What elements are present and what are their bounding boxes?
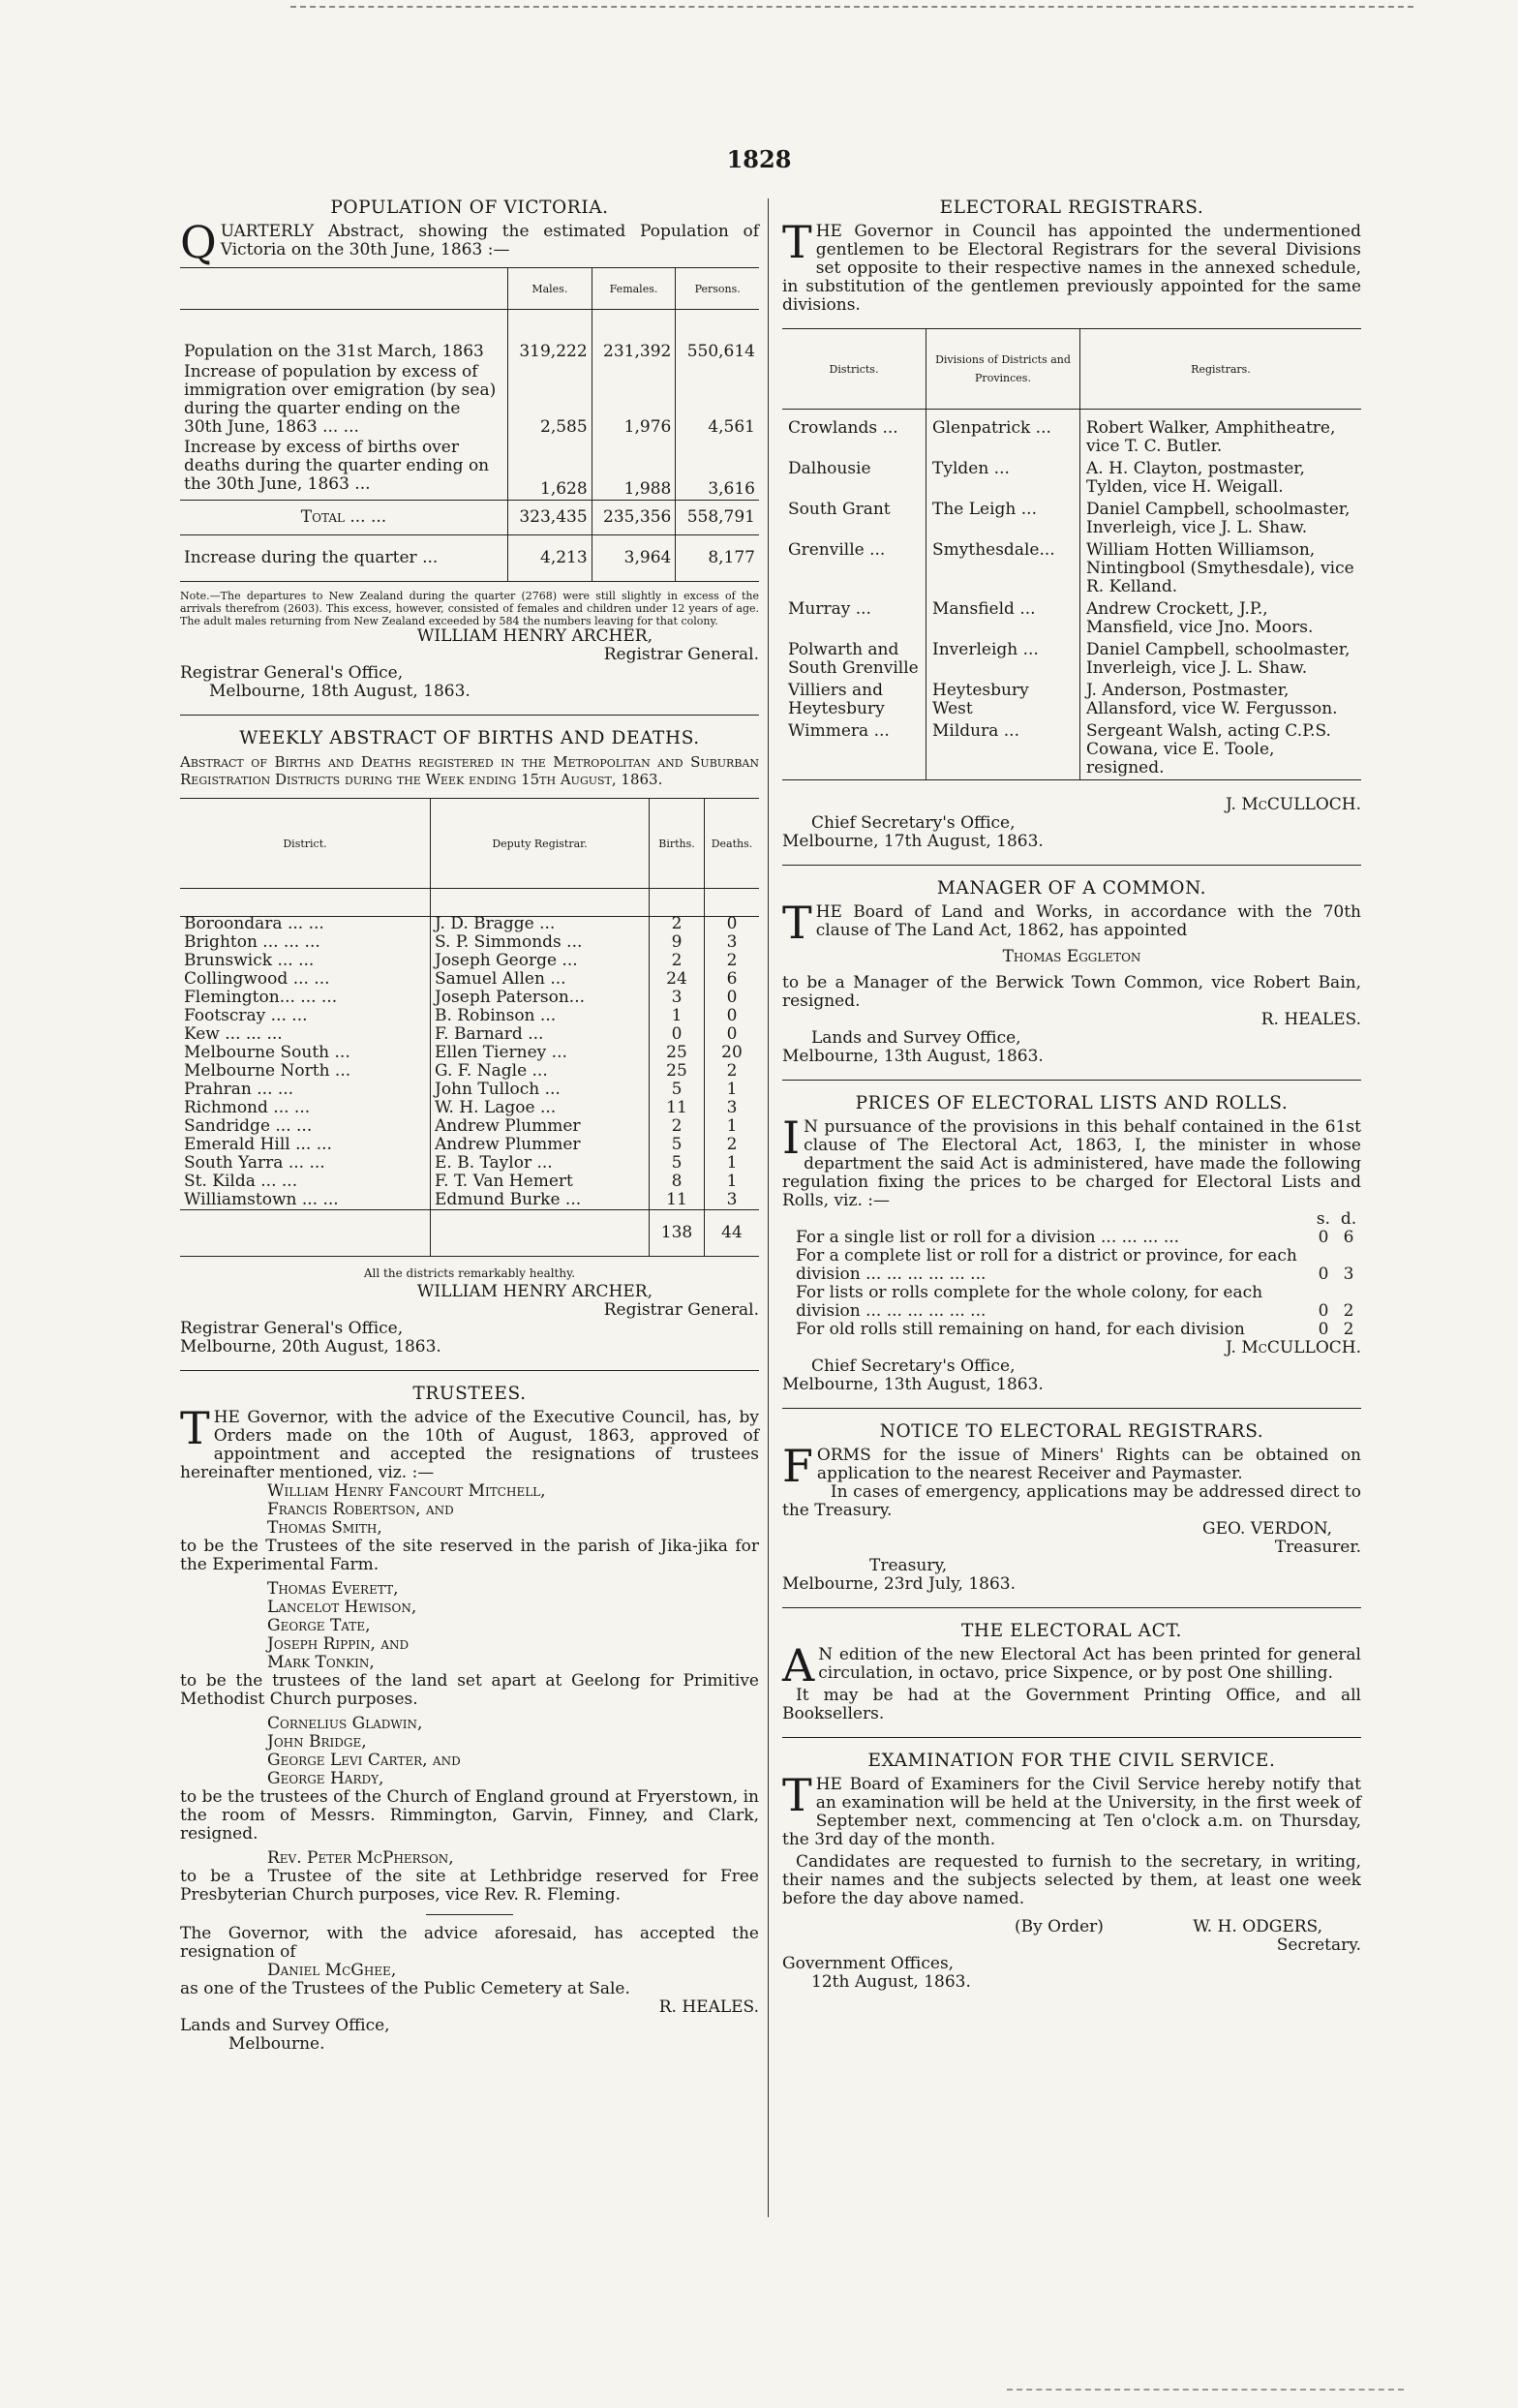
manager-name: Thomas Eggleton: [1002, 947, 1141, 966]
act-title: THE ELECTORAL ACT.: [960, 1621, 1183, 1641]
increase-label: Increase during the quarter ...: [184, 548, 439, 567]
weekly-office: Registrar General's Office,: [180, 1319, 404, 1338]
births-cell: 24: [650, 970, 705, 989]
population-note: Note.—The departures to New Zealand during the quarter (2768) were still slightly in excess of the arrivals therefrom (2603). This excess, however, consisted of females and children under 12 years of age. The adult males returning from New Zealand exceeded by 584 the numbers leaving for that colony.: [180, 590, 759, 627]
registrar-row: [782, 720, 1361, 780]
exam-sig-title: Secretary.: [1276, 1936, 1361, 1955]
births-cell: 2: [650, 952, 705, 970]
page-number: 1828: [726, 145, 792, 173]
registrar-row: [782, 598, 1361, 639]
births-cell: 25: [650, 1062, 705, 1081]
population-header-row: [180, 268, 759, 310]
district-cell: Crowlands ...: [788, 418, 898, 438]
deputy-cell: Andrew Plummer: [431, 1136, 650, 1154]
deaths-cell: 6: [705, 970, 760, 989]
trustees-title: TRUSTEES.: [412, 1384, 527, 1404]
division-cell: Heytesbury West: [926, 680, 1080, 720]
births-cell: 3: [650, 989, 705, 1007]
deaths-cell: 0: [705, 915, 760, 933]
price-row: [782, 1321, 1361, 1339]
section-rule: [180, 1370, 759, 1371]
weekly-row: [180, 952, 759, 970]
weekly-subtitle: Abstract of Births and Deaths registered in the Metropolitan and Suburban Registration Districts during the Week ending 15th August, 1863.: [180, 753, 759, 788]
row-persons: 3,616: [676, 438, 759, 501]
row-males: 1,628: [508, 438, 592, 501]
district-cell: Footscray ... ...: [184, 1006, 308, 1025]
weekly-row: [180, 933, 759, 952]
registrars-date: Melbourne, 17th August, 1863.: [782, 832, 1044, 851]
act-intro: N edition of the new Electoral Act has been printed for general circulation, in octavo, price Sixpence, or by post One shilling.: [818, 1645, 1361, 1683]
exam-by-order: (By Order): [1015, 1917, 1104, 1936]
population-sig-title: Registrar General.: [603, 645, 759, 664]
population-header-blank: [180, 268, 508, 310]
weekly-row: [180, 970, 759, 989]
deaths-cell: 3: [705, 1099, 760, 1117]
prices-date: Melbourne, 13th August, 1863.: [782, 1375, 1044, 1394]
district-cell: Villiers and Heytesbury: [788, 681, 885, 718]
total-births: 138: [650, 1210, 705, 1257]
notice-dropcap: F: [782, 1440, 813, 1492]
registrar-row: [782, 680, 1361, 720]
births-cell: 9: [650, 933, 705, 952]
weekly-remark: All the districts remarkably healthy.: [363, 1266, 576, 1280]
registrar-cell: Daniel Campbell, schoolmaster, Inverleigh, vice J. L. Shaw.: [1080, 499, 1362, 539]
left-column: [180, 198, 759, 2054]
weekly-title: WEEKLY ABSTRACT OF BIRTHS AND DEATHS.: [239, 728, 700, 748]
price-text: For a complete list or roll for a district or province, for each division ... ... ... ... ... ...: [796, 1246, 1297, 1284]
increase-females: 3,964: [592, 535, 676, 582]
registrar-row: [782, 458, 1361, 499]
notice-sig-title: Treasurer.: [1274, 1538, 1361, 1557]
trustee-name: Francis Robertson, and: [267, 1500, 454, 1519]
deaths-cell: 0: [705, 1025, 760, 1044]
price-text: For a single list or roll for a division ... ... ... ...: [796, 1228, 1180, 1247]
trustees-section: [180, 1385, 759, 2054]
district-cell: Emerald Hill ... ...: [184, 1135, 332, 1154]
price-row: [782, 1247, 1361, 1284]
division-cell: Mansfield ...: [926, 598, 1080, 639]
row-persons: 550,614: [676, 310, 759, 363]
manager-signature: R. HEALES.: [1260, 1010, 1361, 1029]
registrars-office: Chief Secretary's Office,: [811, 813, 1016, 833]
section-rule: [782, 1737, 1361, 1738]
section-rule: [782, 1080, 1361, 1081]
deputy-cell: Joseph Paterson...: [431, 989, 650, 1007]
manager-date: Melbourne, 13th August, 1863.: [782, 1047, 1044, 1066]
population-increase-row: [180, 535, 759, 582]
registrar-cell: A. H. Clayton, postmaster, Tylden, vice H. Weigall.: [1080, 458, 1362, 499]
price-text: For old rolls still remaining on hand, for each division: [796, 1320, 1245, 1339]
registrars-section: [782, 198, 1361, 851]
trustees-group-4: [180, 1849, 759, 1868]
row-persons: 4,561: [676, 362, 759, 438]
weekly-row: [180, 989, 759, 1007]
registrar-cell: Sergeant Walsh, acting C.P.S. Cowana, vice E. Toole, resigned.: [1080, 720, 1362, 780]
price-shillings: 0: [1318, 1228, 1329, 1247]
deaths-cell: 2: [705, 952, 760, 970]
registrar-cell: Andrew Crockett, J.P., Mansfield, vice Jno. Moors.: [1080, 598, 1362, 639]
header-females: Females.: [592, 268, 676, 310]
exam-intro: HE Board of Examiners for the Civil Service hereby notify that an examination will be held at the University, in the first week of September next, commencing at Ten o'clock a.m. on Thursday, the 3rd day of the month.: [782, 1775, 1361, 1849]
district-cell: South Yarra ... ...: [184, 1153, 325, 1173]
weekly-row: [180, 1025, 759, 1044]
weekly-signature: WILLIAM HENRY ARCHER,: [416, 1282, 653, 1301]
trustee-name: Lancelot Hewison,: [267, 1598, 417, 1617]
prices-intro: N pursuance of the provisions in this behalf contained in the 61st clause of The Electoral Act, 1863, I, the minister in whose department the said Act is administered, have made the following regulation fixing the prices to be charged for Electoral Lists and Rolls, viz. :—: [782, 1117, 1361, 1210]
total-males: 323,435: [508, 501, 592, 535]
weekly-row: [180, 1154, 759, 1173]
price-pence: 2: [1343, 1320, 1354, 1339]
exam-date: 12th August, 1863.: [811, 1972, 971, 1992]
price-shillings: 0: [1318, 1301, 1329, 1321]
notice-date: Melbourne, 23rd July, 1863.: [782, 1574, 1016, 1594]
col-shillings: s.: [1316, 1209, 1331, 1229]
notice-signature: GEO. VERDON,: [1202, 1519, 1332, 1539]
header-registrars: Registrars.: [1080, 329, 1362, 410]
column-divider: [768, 198, 769, 2217]
district-cell: Collingwood ... ...: [184, 969, 330, 989]
population-row: [180, 310, 759, 363]
deaths-cell: 20: [705, 1044, 760, 1062]
births-cell: 11: [650, 1191, 705, 1210]
act-section: [782, 1622, 1361, 1723]
trustees-resign-name: Daniel McGhee,: [267, 1961, 397, 1980]
registrars-intro: HE Governor in Council has appointed the undermentioned gentlemen to be Electoral Registrars for the several Divisions set opposite to their respective names in the annexed schedule, in substitution of the gentlemen previously appointed for the same divisions.: [782, 222, 1361, 315]
trustees-dropcap: T: [180, 1402, 210, 1454]
exam-title: EXAMINATION FOR THE CIVIL SERVICE.: [867, 1751, 1276, 1771]
district-cell: Wimmera ...: [788, 721, 890, 741]
deaths-cell: 3: [705, 1191, 760, 1210]
division-cell: Smythesdale...: [926, 539, 1080, 598]
weekly-row: [180, 1044, 759, 1062]
increase-males: 4,213: [508, 535, 592, 582]
trustee-name: Thomas Smith,: [267, 1518, 382, 1538]
deaths-cell: 2: [705, 1062, 760, 1081]
population-date: Melbourne, 18th August, 1863.: [209, 682, 471, 701]
deaths-cell: 1: [705, 1173, 760, 1191]
row-females: 1,976: [592, 362, 676, 438]
weekly-sig-title: Registrar General.: [603, 1300, 759, 1320]
manager-section: [782, 879, 1361, 1066]
notice-text: In cases of emergency, applications may be addressed direct to the Treasury.: [782, 1482, 1361, 1520]
bottom-edge-rule: [1007, 2389, 1404, 2391]
district-cell: Flemington... ... ...: [184, 988, 338, 1007]
notice-section: [782, 1422, 1361, 1594]
deputy-cell: S. P. Simmonds ...: [431, 933, 650, 952]
trustee-name: Joseph Rippin, and: [267, 1634, 410, 1654]
trustees-place: Melbourne.: [228, 2034, 325, 2054]
manager-office: Lands and Survey Office,: [811, 1028, 1021, 1048]
trustee-name: Cornelius Gladwin,: [267, 1714, 423, 1733]
deaths-cell: 0: [705, 1007, 760, 1025]
deputy-cell: G. F. Nagle ...: [431, 1062, 650, 1081]
manager-title: MANAGER OF A COMMON.: [936, 878, 1207, 899]
district-cell: Boroondara ... ...: [184, 914, 324, 933]
deputy-cell: Ellen Tierney ...: [431, 1044, 650, 1062]
population-table: [180, 267, 759, 582]
births-cell: 5: [650, 1081, 705, 1099]
total-deaths: 44: [705, 1210, 760, 1257]
deputy-cell: W. H. Lagoe ...: [431, 1099, 650, 1117]
deaths-cell: 1: [705, 1117, 760, 1136]
trustees-group-2: [180, 1580, 759, 1672]
deaths-cell: 1: [705, 1154, 760, 1173]
exam-signature-row: [782, 1918, 1361, 1936]
price-shillings: 0: [1318, 1320, 1329, 1339]
deputy-cell: J. D. Bragge ...: [431, 915, 650, 933]
weekly-section: [180, 729, 759, 1356]
exam-section: [782, 1752, 1361, 1992]
trustee-name: Thomas Everett,: [267, 1579, 399, 1599]
price-shillings: 0: [1318, 1265, 1329, 1284]
registrars-header-row: [782, 329, 1361, 410]
notice-office: Treasury,: [869, 1556, 948, 1575]
registrar-cell: Daniel Campbell, schoolmaster, Inverleigh, vice J. L. Shaw.: [1080, 639, 1362, 680]
header-males: Males.: [508, 268, 592, 310]
registrar-cell: Robert Walker, Amphitheatre, vice T. C. Butler.: [1080, 410, 1362, 459]
deputy-cell: Samuel Allen ...: [431, 970, 650, 989]
deputy-cell: E. B. Taylor ...: [431, 1154, 650, 1173]
total-blank: [180, 1210, 431, 1257]
deaths-cell: 0: [705, 989, 760, 1007]
weekly-header-row: [180, 799, 759, 889]
weekly-row: [180, 1136, 759, 1154]
deaths-cell: 2: [705, 1136, 760, 1154]
registrar-cell: William Hotten Williamson, Nintingbool (Smythesdale), vice R. Kelland.: [1080, 539, 1362, 598]
row-label: Increase of population by excess of immigration over emigration (by sea) during the quarter ending on the 30th June, 1863 ... ...: [184, 362, 497, 437]
increase-persons: 8,177: [676, 535, 759, 582]
trustees-group-2-text: to be the trustees of the land set apart at Geelong for Primitive Methodist Church purposes.: [180, 1671, 759, 1709]
manager-text: to be a Manager of the Berwick Town Common, vice Robert Bain, resigned.: [782, 973, 1361, 1011]
population-row: [180, 438, 759, 501]
act-text: It may be had at the Government Printing Office, and all Booksellers.: [782, 1686, 1361, 1723]
prices-table: [782, 1210, 1361, 1339]
notice-intro: ORMS for the issue of Miners' Rights can be obtained on application to the nearest Receiver and Paymaster.: [816, 1446, 1361, 1483]
births-cell: 11: [650, 1099, 705, 1117]
deaths-cell: 1: [705, 1081, 760, 1099]
total-persons: 558,791: [676, 501, 759, 535]
registrars-signature: J. McCULLOCH.: [1226, 795, 1361, 814]
deputy-cell: Andrew Plummer: [431, 1117, 650, 1136]
header-deputy: Deputy Registrar.: [431, 799, 650, 889]
deputy-cell: B. Robinson ...: [431, 1007, 650, 1025]
trustees-group-4-text: to be a Trustee of the site at Lethbridge reserved for Free Presbyterian Church purposes, vice Rev. R. Fleming.: [180, 1867, 759, 1905]
price-row: [782, 1229, 1361, 1247]
trustees-resign-after: as one of the Trustees of the Public Cemetery at Sale.: [180, 1979, 630, 1998]
price-row: [782, 1284, 1361, 1321]
division-cell: Inverleigh ...: [926, 639, 1080, 680]
exam-text: Candidates are requested to furnish to the secretary, in writing, their names and the subjects selected by them, at least one week before the day above named.: [782, 1852, 1361, 1908]
deputy-cell: Edmund Burke ...: [431, 1191, 650, 1210]
weekly-row: [180, 1191, 759, 1210]
births-cell: 5: [650, 1154, 705, 1173]
exam-dropcap: T: [782, 1769, 812, 1821]
registrar-row: [782, 539, 1361, 598]
trustees-signature: R. HEALES.: [658, 1997, 759, 2017]
header-births: Births.: [650, 799, 705, 889]
manager-intro: HE Board of Land and Works, in accordance with the 70th clause of The Land Act, 1862, has appointed: [815, 902, 1361, 940]
population-section: [180, 198, 759, 701]
price-text: For lists or rolls complete for the whole colony, for each division ... ... ... ... ... ...: [796, 1283, 1263, 1321]
exam-office: Government Offices,: [782, 1954, 955, 1973]
births-cell: 0: [650, 1025, 705, 1044]
division-cell: The Leigh ...: [926, 499, 1080, 539]
registrars-table: [782, 328, 1361, 780]
trustees-group-3-text: to be the trustees of the Church of England ground at Fryerstown, in the room of Messrs. Rimmington, Garvin, Finney, and Clark, resigned.: [180, 1787, 759, 1844]
prices-section: [782, 1094, 1361, 1394]
weekly-total-row: [180, 1210, 759, 1257]
prices-signature: J. McCULLOCH.: [1226, 1338, 1361, 1357]
weekly-row: [180, 1117, 759, 1136]
trustee-name: George Levi Carter, and: [267, 1751, 461, 1770]
district-cell: Melbourne South ...: [184, 1043, 350, 1062]
trustees-group-1: [180, 1482, 759, 1538]
top-edge-rule: [290, 6, 1413, 10]
section-rule: [782, 1607, 1361, 1608]
prices-title: PRICES OF ELECTORAL LISTS AND ROLLS.: [855, 1093, 1289, 1113]
district-cell: Richmond ... ...: [184, 1098, 311, 1117]
price-pence: 2: [1343, 1301, 1354, 1321]
district-cell: Brunswick ... ...: [184, 951, 315, 970]
spacer-row: [180, 889, 759, 917]
price-pence: 3: [1343, 1265, 1354, 1284]
trustee-name: George Tate,: [267, 1616, 371, 1635]
registrar-row: [782, 410, 1361, 459]
deputy-cell: F. Barnard ...: [431, 1025, 650, 1044]
header-districts: Districts.: [829, 362, 879, 376]
population-title: POPULATION OF VICTORIA.: [330, 198, 609, 218]
trustee-name: George Hardy,: [267, 1769, 384, 1788]
row-females: 231,392: [592, 310, 676, 363]
manager-dropcap: T: [782, 897, 812, 949]
trustees-group-3: [180, 1715, 759, 1788]
births-cell: 2: [650, 915, 705, 933]
district-cell: Sandridge ... ...: [184, 1116, 313, 1136]
row-females: 1,988: [592, 438, 676, 501]
trustees-intro: HE Governor, with the advice of the Executive Council, has, by Orders made on the 10th of August, 1863, approved of appointment and accepted the resignations of trustees hereinafter mentioned, viz. :—: [180, 1408, 759, 1482]
row-label: Increase by excess of births over deaths during the quarter ending on the 30th June, 1863 ...: [184, 438, 490, 494]
registrar-cell: J. Anderson, Postmaster, Allansford, vice W. Fergusson.: [1080, 680, 1362, 720]
registrar-row: [782, 499, 1361, 539]
division-cell: Glenpatrick ...: [926, 410, 1080, 459]
total-label: Total ... ...: [300, 507, 387, 527]
header-district: District.: [283, 837, 327, 850]
section-rule: [180, 715, 759, 716]
weekly-row: [180, 915, 759, 933]
row-label: Population on the 31st March, 1863: [184, 342, 484, 361]
section-rule: [782, 865, 1361, 866]
deputy-cell: F. T. Van Hemert: [431, 1173, 650, 1191]
right-column: [782, 198, 1361, 1992]
prices-dropcap: I: [782, 1112, 801, 1164]
deputy-cell: John Tulloch ...: [431, 1081, 650, 1099]
prices-header-row: [782, 1210, 1361, 1229]
deaths-cell: 3: [705, 933, 760, 952]
weekly-row: [180, 1062, 759, 1081]
trustees-resign-text: The Governor, with the advice aforesaid, has accepted the resignation of: [180, 1924, 759, 1962]
district-cell: Grenville ...: [788, 540, 886, 560]
weekly-date: Melbourne, 20th August, 1863.: [180, 1337, 441, 1356]
district-cell: Williamstown ... ...: [184, 1190, 339, 1209]
district-cell: South Grant: [788, 500, 891, 519]
registrars-dropcap: T: [782, 216, 812, 268]
header-deaths: Deaths.: [705, 799, 760, 889]
district-cell: Dalhousie: [788, 459, 871, 478]
header-divisions: Divisions of Districts and Provinces.: [926, 329, 1080, 410]
births-cell: 1: [650, 1007, 705, 1025]
weekly-row: [180, 1173, 759, 1191]
trustees-group-1-text: to be the Trustees of the site reserved in the parish of Jika-jika for the Experimental Farm.: [180, 1537, 759, 1574]
district-cell: Prahran ... ...: [184, 1080, 294, 1099]
total-females: 235,356: [592, 501, 676, 535]
act-dropcap: A: [782, 1639, 815, 1692]
population-office: Registrar General's Office,: [180, 663, 404, 683]
births-cell: 8: [650, 1173, 705, 1191]
weekly-row: [180, 1007, 759, 1025]
trustee-name: Mark Tonkin,: [267, 1653, 375, 1672]
price-pence: 6: [1343, 1228, 1354, 1247]
trustee-name: William Henry Fancourt Mitchell,: [267, 1481, 546, 1501]
registrars-title: ELECTORAL REGISTRARS.: [939, 198, 1204, 218]
trustee-name: John Bridge,: [267, 1732, 367, 1752]
header-persons: Persons.: [676, 268, 759, 310]
district-cell: Murray ...: [788, 599, 871, 619]
registrar-row: [782, 639, 1361, 680]
row-males: 319,222: [508, 310, 592, 363]
weekly-table: [180, 798, 759, 917]
total-blank: [431, 1210, 650, 1257]
births-cell: 2: [650, 1117, 705, 1136]
division-cell: Tylden ...: [926, 458, 1080, 499]
section-rule: [782, 1408, 1361, 1409]
population-total-row: [180, 501, 759, 535]
population-intro: UARTERLY Abstract, showing the estimated Population of Victoria on the 30th June, 1863 :—: [220, 222, 759, 259]
weekly-row: [180, 1081, 759, 1099]
population-row: [180, 362, 759, 438]
population-dropcap: Q: [180, 216, 217, 268]
district-cell: Kew ... ... ...: [184, 1024, 283, 1044]
weekly-body-table: [180, 915, 759, 1257]
division-cell: Mildura ...: [926, 720, 1080, 780]
row-males: 2,585: [508, 362, 592, 438]
district-cell: Brighton ... ... ...: [184, 932, 320, 952]
district-cell: Polwarth and South Grenville: [788, 640, 919, 678]
trustee-name: Rev. Peter McPherson,: [267, 1848, 454, 1868]
deputy-cell: Joseph George ...: [431, 952, 650, 970]
short-rule: [426, 1914, 513, 1915]
weekly-row: [180, 1099, 759, 1117]
births-cell: 5: [650, 1136, 705, 1154]
col-pence: d.: [1340, 1209, 1357, 1229]
exam-signature: W. H. ODGERS,: [1193, 1917, 1322, 1936]
district-cell: Melbourne North ...: [184, 1061, 351, 1081]
trustees-office: Lands and Survey Office,: [180, 2016, 390, 2035]
district-cell: St. Kilda ... ...: [184, 1172, 298, 1191]
population-signature: WILLIAM HENRY ARCHER,: [416, 626, 653, 646]
births-cell: 25: [650, 1044, 705, 1062]
notice-title: NOTICE TO ELECTORAL REGISTRARS.: [879, 1421, 1264, 1442]
prices-office: Chief Secretary's Office,: [811, 1356, 1016, 1376]
